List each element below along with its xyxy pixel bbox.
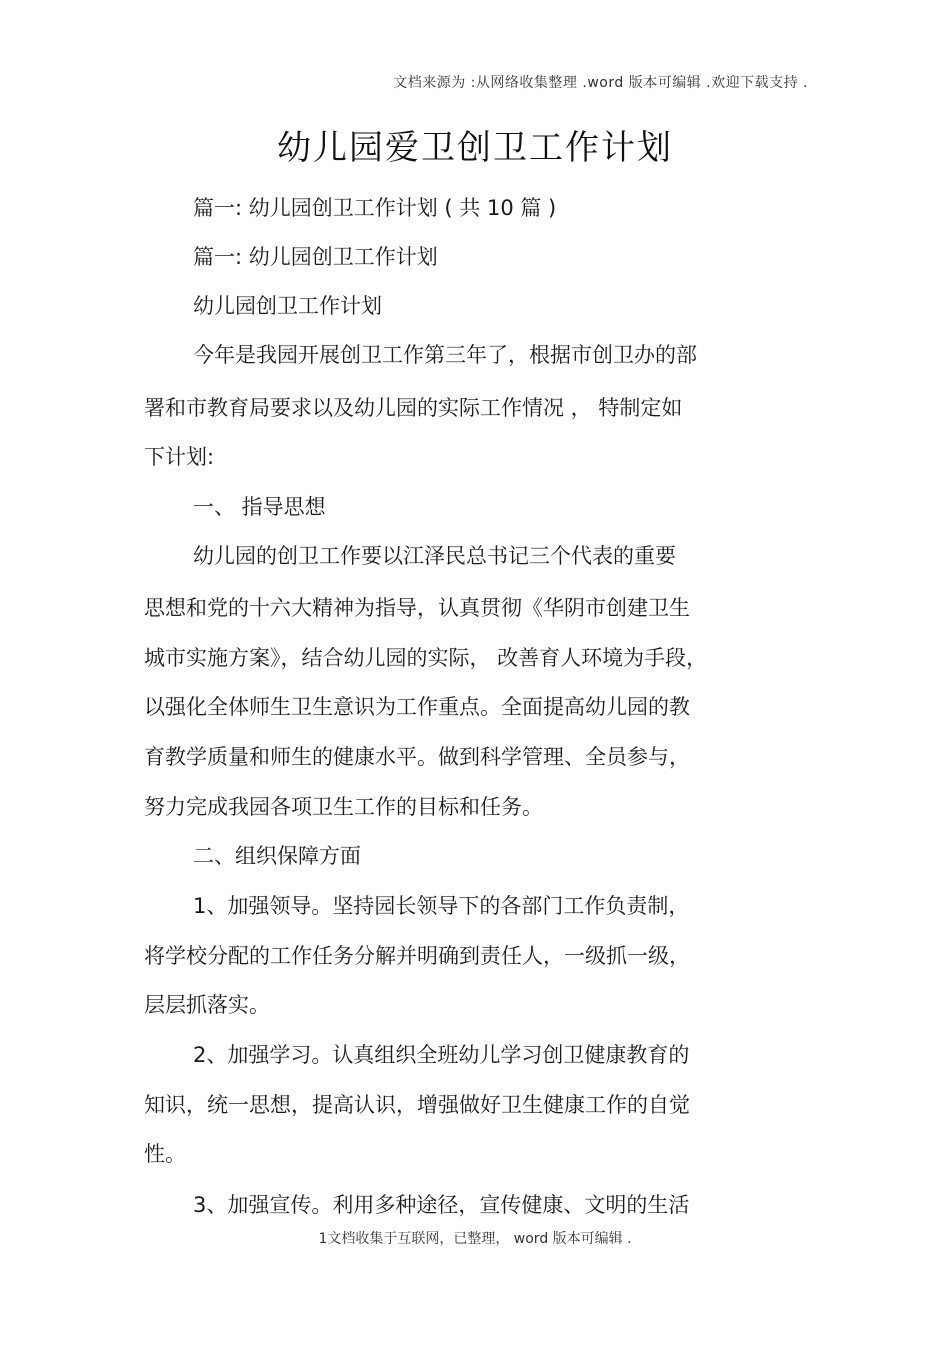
paragraph-line: 性。 xyxy=(144,1142,186,1166)
header-note: 文档来源为 :从网络收集整理 .word 版本可编辑 .欢迎下载支持 . xyxy=(393,75,808,91)
paragraph-line: 城市实施方案》，结合幼儿园的实际， 改善育人环境为手段， xyxy=(144,646,708,670)
paragraph-line: 下计划: xyxy=(144,445,215,469)
section-heading: 一、 指导思想 xyxy=(193,495,326,519)
paragraph-line: 层层抓落实。 xyxy=(144,993,270,1017)
subtitle-line: 幼儿园创卫工作计划 xyxy=(193,294,382,318)
paragraph-line: 署和市教育局要求以及幼儿园的实际工作情况 ， 特制定如 xyxy=(144,396,683,420)
subtitle-line: 篇一: 幼儿园创卫工作计划 xyxy=(193,245,438,269)
section-heading: 二、组织保障方面 xyxy=(193,844,361,868)
paragraph-line: 努力完成我园各项卫生工作的目标和任务。 xyxy=(144,795,543,819)
footer-note: 1文档收集于互联网，已整理， word 版本可编辑 . xyxy=(318,1231,632,1247)
paragraph-line: 今年是我园开展创卫工作第三年了，根据市创卫办的部 xyxy=(193,343,697,367)
paragraph-line: 将学校分配的工作任务分解并明确到责任人，一级抓一级， xyxy=(144,944,690,968)
paragraph-line: 1、加强领导。坚持园长领导下的各部门工作负责制， xyxy=(193,894,690,918)
document-title: 幼儿园爱卫创卫工作计划 xyxy=(277,128,673,168)
paragraph-line: 以强化全体师生卫生意识为工作重点。全面提高幼儿园的教 xyxy=(144,695,690,719)
paragraph-line: 幼儿园的创卫工作要以江泽民总书记三个代表的重要 xyxy=(193,544,676,568)
paragraph-line: 知识，统一思想，提高认识，增强做好卫生健康工作的自觉 xyxy=(144,1093,690,1117)
subtitle-line: 篇一: 幼儿园创卫工作计划 ( 共 10 篇 ) xyxy=(193,196,557,220)
paragraph-line: 2、加强学习。认真组织全班幼儿学习创卫健康教育的 xyxy=(193,1043,690,1067)
paragraph-line: 思想和党的十六大精神为指导，认真贯彻《华阴市创建卫生 xyxy=(144,596,690,620)
paragraph-line: 育教学质量和师生的健康水平。做到科学管理、全员参与， xyxy=(144,745,690,769)
paragraph-line: 3、加强宣传。利用多种途径，宣传健康、文明的生活 xyxy=(193,1193,690,1217)
